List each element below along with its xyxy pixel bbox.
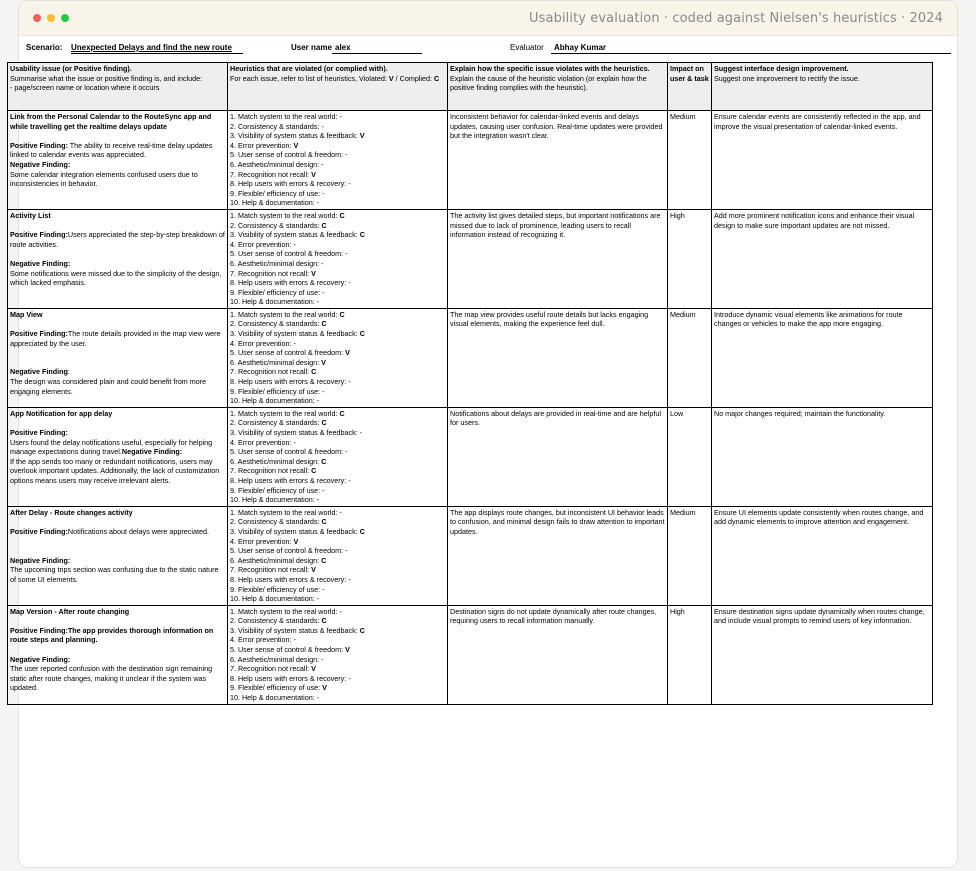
heuristics-cell <box>228 407 448 506</box>
explanation-cell: The activity list gives detailed steps, but important notifications are missed due to lack of prominence, leading users to recall information instead of recognizing it. <box>448 209 668 308</box>
heuristic-line <box>230 466 445 476</box>
heuristic-name: 7. Recognition not recall: <box>230 466 310 476</box>
table-row <box>8 506 933 605</box>
evaluator-value: Abhay Kumar <box>554 43 607 52</box>
positive-finding-label: Positive Finding: <box>10 428 68 437</box>
user-name-underline <box>332 53 422 54</box>
heuristic-name: 4. Error prevention: <box>230 140 292 150</box>
heuristic-name: 6. Aesthetic/minimal design: <box>230 555 320 565</box>
heuristic-line <box>230 170 445 180</box>
suggestion-cell: Ensure UI elements update consistently when routes change, and add dynamic elements to improve attention and engagement. <box>712 506 933 605</box>
issue-cell <box>8 209 228 308</box>
heuristic-rating: C <box>359 625 365 635</box>
header-heuristics: Heuristics that are violated (or complied with). For each issue, refer to list of heuristics, Violated: V / Complied: C <box>228 63 448 111</box>
heuristic-rating: - <box>316 693 320 703</box>
heuristic-name: 10. Help & documentation: <box>230 297 315 307</box>
explanation-cell: Destination signs do not update dynamically after route changes, requiring users to recall information manually. <box>448 605 668 704</box>
heuristic-line <box>230 645 445 655</box>
heuristic-line <box>230 269 445 279</box>
heuristics-cell <box>228 605 448 704</box>
heuristic-line <box>230 585 445 595</box>
heuristic-line <box>230 546 445 556</box>
heuristic-rating: V <box>311 268 316 278</box>
heuristic-line <box>230 396 445 406</box>
heuristic-line <box>230 348 445 358</box>
positive-finding-text: The ability to receive real-time delay updates linked to calendar events was appreciated. <box>10 140 213 160</box>
heuristic-name: 5. User sense of control & freedom: <box>230 150 344 160</box>
minimize-window-button[interactable] <box>47 14 55 22</box>
heuristic-rating: C <box>339 309 345 319</box>
negative-finding-label: Negative Finding: <box>121 447 183 457</box>
heuristic-name: 8. Help users with errors & recovery: <box>230 475 347 485</box>
heuristic-rating: - <box>359 428 363 437</box>
heuristic-line <box>230 418 445 428</box>
evaluation-meta <box>19 36 957 62</box>
heuristic-name: 1. Match system to the real world: <box>230 112 338 121</box>
suggestion-cell: Add more prominent notification icons and enhance their visual design to make sure important updates are not missed. <box>712 209 933 308</box>
heuristic-rating: C <box>321 418 327 428</box>
table-row <box>8 111 933 210</box>
heuristic-line <box>230 409 445 419</box>
heuristic-rating: C <box>359 526 365 536</box>
heuristic-line <box>230 556 445 566</box>
window-title: Usability evaluation · coded against Nielsen's heuristics · 2024 <box>529 10 943 26</box>
heuristic-name: 8. Help users with errors & recovery: <box>230 673 347 683</box>
suggestion-cell: No major changes required; maintain the functionality. <box>712 407 933 506</box>
zoom-window-button[interactable] <box>61 14 69 22</box>
issue-title: Activity List <box>10 210 51 220</box>
heuristic-name: 10. Help & documentation: <box>230 198 315 208</box>
heuristic-name: 2. Consistency & standards: <box>230 319 320 329</box>
heuristics-cell <box>228 506 448 605</box>
header-explanation: Explain how the specific issue violates with the heuristics. Explain the cause of the heuristic violation (or explain how the positive finding complies with the heuristic). <box>448 63 668 111</box>
heuristic-line <box>230 339 445 349</box>
heuristic-name: 8. Help users with errors & recovery: <box>230 574 347 584</box>
positive-finding-label: Positive Finding: <box>10 625 68 635</box>
heuristic-rating: - <box>348 278 351 288</box>
negative-finding-label: Negative Finding <box>10 367 68 377</box>
heuristic-line <box>230 329 445 339</box>
heuristic-line <box>230 508 445 518</box>
heuristic-rating: - <box>322 386 325 396</box>
explanation-cell: The map view provides useful route details but lacks engaging visual elements, making the experience feel dull. <box>448 308 668 407</box>
heuristic-rating: - <box>316 594 320 604</box>
heuristic-name: 5. User sense of control & freedom: <box>230 645 344 655</box>
heuristic-line <box>230 517 445 527</box>
heuristic-name: 9. Flexible/ efficiency of use: <box>230 188 321 198</box>
explanation-cell: The app displays route changes, but inconsistent UI behavior leads to confusion, and minimal design fails to draw attention to important updates. <box>448 506 668 605</box>
heuristic-name: 4. Error prevention: <box>230 239 292 249</box>
heuristic-rating: - <box>321 121 324 131</box>
heuristic-rating: - <box>345 249 348 259</box>
heuristic-name: 3. Visibility of system status & feedback: <box>230 329 358 339</box>
positive-finding-text: Users appreciated the step-by-step breakdown of route activities. <box>10 230 225 249</box>
heuristic-rating: C <box>359 329 365 339</box>
issue-title: After Delay - Route changes activity <box>10 507 133 517</box>
heuristic-line <box>230 230 445 240</box>
heuristic-rating: - <box>316 495 320 505</box>
heuristic-rating: C <box>359 230 365 240</box>
heuristic-line <box>230 377 445 387</box>
heuristic-name: 1. Match system to the real world: <box>230 210 338 220</box>
heuristic-rating: C <box>321 220 327 230</box>
heuristic-name: 1. Match system to the real world: <box>230 606 338 616</box>
heuristic-rating: - <box>345 447 348 457</box>
heuristics-cell <box>228 209 448 308</box>
heuristic-name: 7. Recognition not recall: <box>230 565 310 575</box>
heuristic-rating: C <box>321 517 327 527</box>
heuristic-line <box>230 288 445 298</box>
heuristic-rating: V <box>359 131 365 141</box>
heuristic-rating: C <box>339 210 345 220</box>
heuristic-rating: - <box>293 338 296 348</box>
table-header-row <box>8 63 933 111</box>
heuristic-rating: - <box>348 179 351 189</box>
heuristic-rating: V <box>321 357 326 367</box>
header-issue: Usability issue (or Positive finding). Summarise what the issue or positive finding is, and include: - page/screen name or location where it occurs <box>8 63 228 111</box>
table-row <box>8 308 933 407</box>
positive-finding-label: Positive Finding: <box>10 140 68 150</box>
heuristic-name: 1. Match system to the real world: <box>230 408 338 418</box>
negative-finding-label: Negative Finding: <box>10 159 71 169</box>
suggestion-cell: Ensure calendar events are consistently reflected in the app, and improve the visual presentation of calendar-linked events. <box>712 111 933 210</box>
heuristic-rating: - <box>293 239 296 249</box>
issue-cell <box>8 111 228 210</box>
heuristic-name: 6. Aesthetic/minimal design: <box>230 258 320 268</box>
positive-finding-text: Users found the delay notifications useful, especially for helping manage expectations during travel. <box>10 437 213 457</box>
negative-finding-text: The design was considered plain and could benefit from more engaging elements. <box>10 377 207 396</box>
heuristic-line <box>230 537 445 547</box>
heuristic-name: 3. Visibility of system status & feedback: <box>230 428 358 437</box>
heuristic-rating: V <box>311 664 316 674</box>
heuristic-rating: - <box>316 396 320 406</box>
positive-finding-label: Positive Finding: <box>10 329 68 339</box>
table-body <box>8 111 933 705</box>
heuristic-line <box>230 575 445 585</box>
heuristic-rating: - <box>316 198 320 208</box>
table-row <box>8 605 933 704</box>
impact-cell: High <box>668 209 712 308</box>
heuristic-name: 2. Consistency & standards: <box>230 616 320 626</box>
heuristic-rating: - <box>322 485 325 495</box>
heuristic-rating: C <box>311 367 317 377</box>
scenario-label: Scenario: <box>26 43 63 52</box>
heuristic-name: 7. Recognition not recall: <box>230 664 310 674</box>
heuristic-name: 10. Help & documentation: <box>230 594 315 604</box>
heuristic-line <box>230 278 445 288</box>
heuristic-rating: C <box>339 408 345 418</box>
negative-finding-text: Some calendar integration elements confused users due to inconsistencies in behavior. <box>10 169 198 189</box>
heuristic-name: 5. User sense of control & freedom: <box>230 249 344 259</box>
impact-cell: Medium <box>668 111 712 210</box>
heuristic-name: 6. Aesthetic/minimal design: <box>230 654 320 664</box>
heuristic-line <box>230 358 445 368</box>
heuristic-name: 8. Help users with errors & recovery: <box>230 278 347 288</box>
heuristic-rating: C <box>321 456 327 466</box>
heuristic-line <box>230 179 445 189</box>
heuristic-line <box>230 297 445 307</box>
heuristic-line <box>230 607 445 617</box>
heuristic-name: 2. Consistency & standards: <box>230 220 320 230</box>
heuristic-line <box>230 141 445 151</box>
heuristic-name: 6. Aesthetic/minimal design: <box>230 456 320 466</box>
impact-cell: Medium <box>668 506 712 605</box>
heuristic-line <box>230 112 445 122</box>
user-name-value: alex <box>335 43 351 52</box>
heuristic-line <box>230 674 445 684</box>
heuristic-rating: - <box>322 584 325 594</box>
heuristic-name: 10. Help & documentation: <box>230 495 315 505</box>
heuristic-line <box>230 693 445 703</box>
heuristic-line <box>230 160 445 170</box>
heuristic-name: 9. Flexible/ efficiency of use: <box>230 485 321 495</box>
heuristic-name: 1. Match system to the real world: <box>230 309 338 319</box>
heuristic-line <box>230 438 445 448</box>
heuristic-line <box>230 565 445 575</box>
heuristic-name: 2. Consistency & standards: <box>230 418 320 428</box>
heuristic-rating: - <box>321 654 324 664</box>
heuristic-rating: - <box>339 507 342 517</box>
heuristic-line <box>230 387 445 397</box>
heuristic-line <box>230 527 445 537</box>
heuristic-rating: V <box>311 169 316 179</box>
heuristic-name: 5. User sense of control & freedom: <box>230 348 344 358</box>
suggestion-cell: Ensure destination signs update dynamically when routes change, and include visual prompts to remind users of key information. <box>712 605 933 704</box>
issue-title: App Notification for app delay <box>10 408 113 418</box>
heuristics-cell <box>228 308 448 407</box>
issue-cell <box>8 407 228 506</box>
heuristic-rating: V <box>345 645 350 655</box>
negative-finding-colon: : <box>67 367 70 377</box>
heuristic-rating: - <box>348 377 351 387</box>
heuristic-rating: C <box>321 616 327 626</box>
impact-cell: Low <box>668 407 712 506</box>
heuristic-rating: C <box>321 555 327 565</box>
heuristic-rating: - <box>322 188 325 198</box>
heuristic-rating: - <box>322 287 325 297</box>
table-row <box>8 407 933 506</box>
heuristic-line <box>230 486 445 496</box>
heuristic-line <box>230 198 445 208</box>
negative-finding-label: Negative Finding: <box>10 258 71 268</box>
heuristic-name: 5. User sense of control & freedom: <box>230 447 344 457</box>
positive-finding-text: Notifications about delays were appreciated. <box>67 526 209 536</box>
heuristic-name: 9. Flexible/ efficiency of use: <box>230 584 321 594</box>
heuristic-line <box>230 495 445 505</box>
heuristic-name: 2. Consistency & standards: <box>230 121 320 131</box>
heuristic-name: 3. Visibility of system status & feedback: <box>230 625 358 635</box>
negative-finding-text: If the app sends too many or redundant notifications, users may overlook important updates. Additionally, the lack of customization options means users may receive irrelevant alerts. <box>10 456 220 485</box>
heuristic-line <box>230 367 445 377</box>
heuristic-name: 9. Flexible/ efficiency of use: <box>230 683 321 693</box>
heuristic-name: 2. Consistency & standards: <box>230 517 320 527</box>
window-controls <box>33 14 69 22</box>
heuristic-name: 1. Match system to the real world: <box>230 507 338 517</box>
positive-finding-text: The route details provided in the map view were appreciated by the user. <box>10 329 221 348</box>
heuristic-line <box>230 476 445 486</box>
issue-title: Map View <box>10 309 43 319</box>
heuristic-name: 7. Recognition not recall: <box>230 367 310 377</box>
negative-finding-text: The upcoming trips section was confusing due to the static nature of some UI elements. <box>10 565 219 584</box>
positive-finding-label: Positive Finding: <box>10 230 68 240</box>
heuristic-rating: - <box>339 112 342 121</box>
heuristic-line <box>230 150 445 160</box>
heuristic-name: 6. Aesthetic/minimal design: <box>230 357 320 367</box>
heuristic-rating: V <box>345 348 350 358</box>
impact-cell: High <box>668 605 712 704</box>
positive-finding-text: The app provides thorough information on route steps and planning. <box>10 625 214 645</box>
heuristic-name: 4. Error prevention: <box>230 437 292 447</box>
heuristic-rating: - <box>293 437 296 447</box>
heuristic-line <box>230 221 445 231</box>
heuristic-rating: V <box>311 565 316 575</box>
scenario-value: Unexpected Delays and find the new route <box>71 43 232 52</box>
heuristic-rating: V <box>293 140 299 150</box>
heuristic-name: 4. Error prevention: <box>230 536 292 546</box>
negative-finding-label: Negative Finding: <box>10 654 71 664</box>
positive-finding-label: Positive Finding: <box>10 526 68 536</box>
heuristic-line <box>230 319 445 329</box>
heuristic-line <box>230 655 445 665</box>
heuristic-name: 3. Visibility of system status & feedback: <box>230 230 358 240</box>
heuristic-rating: - <box>293 635 296 645</box>
explanation-cell: Inconsistent behavior for calendar-linked events and delays updates, causing user confusion. Real-time updates were provided but the integration wasn't clear. <box>448 111 668 210</box>
heuristic-rating: - <box>339 606 342 616</box>
heuristic-name: 3. Visibility of system status & feedback: <box>230 131 358 141</box>
heuristic-name: 7. Recognition not recall: <box>230 268 310 278</box>
heuristic-line <box>230 189 445 199</box>
heuristic-name: 4. Error prevention: <box>230 338 292 348</box>
heuristic-evaluation-table <box>7 62 933 705</box>
heuristic-name: 9. Flexible/ efficiency of use: <box>230 386 321 396</box>
negative-finding-label: Negative Finding: <box>10 555 71 565</box>
header-impact: Impact on user & task <box>668 63 712 111</box>
issue-cell <box>8 605 228 704</box>
heuristics-cell <box>228 111 448 210</box>
heuristic-line <box>230 122 445 132</box>
issue-cell <box>8 506 228 605</box>
heuristic-line <box>230 594 445 604</box>
heuristic-name: 10. Help & documentation: <box>230 693 315 703</box>
heuristic-rating: - <box>321 258 324 268</box>
evaluator-label: Evaluator <box>510 43 544 52</box>
heuristic-rating: - <box>345 546 348 556</box>
header-suggestion: Suggest interface design improvement. Suggest one improvement to rectify the issue. <box>712 63 933 111</box>
heuristic-rating: - <box>345 150 348 160</box>
heuristic-rating: V <box>293 536 299 546</box>
heuristic-line <box>230 240 445 250</box>
heuristic-rating: - <box>348 673 351 683</box>
heuristic-rating: - <box>348 574 351 584</box>
heuristic-name: 3. Visibility of system status & feedback: <box>230 526 358 536</box>
heuristic-rating: - <box>321 159 324 169</box>
heuristic-line <box>230 683 445 693</box>
title-bar <box>19 1 957 36</box>
heuristic-line <box>230 131 445 141</box>
issue-title: Link from the Personal Calendar to the RouteSync app and while travelling get the realtime delays update <box>10 112 212 131</box>
heuristic-name: 8. Help users with errors & recovery: <box>230 377 347 387</box>
evaluator-underline <box>551 53 951 54</box>
heuristic-line <box>230 635 445 645</box>
issue-title: Map Version - After route changing <box>10 606 130 616</box>
negative-finding-text: Some notifications were missed due to the simplicity of the design, which lacked emphasis. <box>10 268 222 288</box>
close-window-button[interactable] <box>33 14 41 22</box>
heuristic-name: 6. Aesthetic/minimal design: <box>230 159 320 169</box>
table-row <box>8 209 933 308</box>
heuristic-name: 8. Help users with errors & recovery: <box>230 179 347 189</box>
issue-cell <box>8 308 228 407</box>
heuristic-line <box>230 626 445 636</box>
heuristic-rating: V <box>322 683 327 693</box>
explanation-cell: Notifications about delays are provided in real-time and are helpful for users. <box>448 407 668 506</box>
heuristic-rating: - <box>316 297 320 307</box>
heuristic-name: 7. Recognition not recall: <box>230 169 310 179</box>
heuristic-rating: - <box>348 475 351 485</box>
heuristic-line <box>230 447 445 457</box>
user-name-label: User name <box>291 43 332 52</box>
heuristic-line <box>230 616 445 626</box>
heuristic-line <box>230 664 445 674</box>
heuristic-line <box>230 211 445 221</box>
heuristic-rating: C <box>311 466 317 476</box>
suggestion-cell: Introduce dynamic visual elements like animations for route changes or vehicles to make the app more engaging. <box>712 308 933 407</box>
heuristic-name: 10. Help & documentation: <box>230 396 315 406</box>
heuristic-name: 5. User sense of control & freedom: <box>230 546 344 556</box>
heuristic-line <box>230 457 445 467</box>
heuristic-name: 9. Flexible/ efficiency of use: <box>230 287 321 297</box>
heuristic-line <box>230 310 445 320</box>
negative-finding-text: The user reported confusion with the destination sign remaining static after route changes, making it unclear if the system was updated. <box>10 664 213 693</box>
impact-cell: Medium <box>668 308 712 407</box>
heuristic-line <box>230 428 445 438</box>
heuristic-line <box>230 259 445 269</box>
heuristic-name: 4. Error prevention: <box>230 635 292 645</box>
heuristic-rating: C <box>321 319 327 329</box>
heuristic-line <box>230 249 445 259</box>
scenario-underline <box>71 53 243 54</box>
